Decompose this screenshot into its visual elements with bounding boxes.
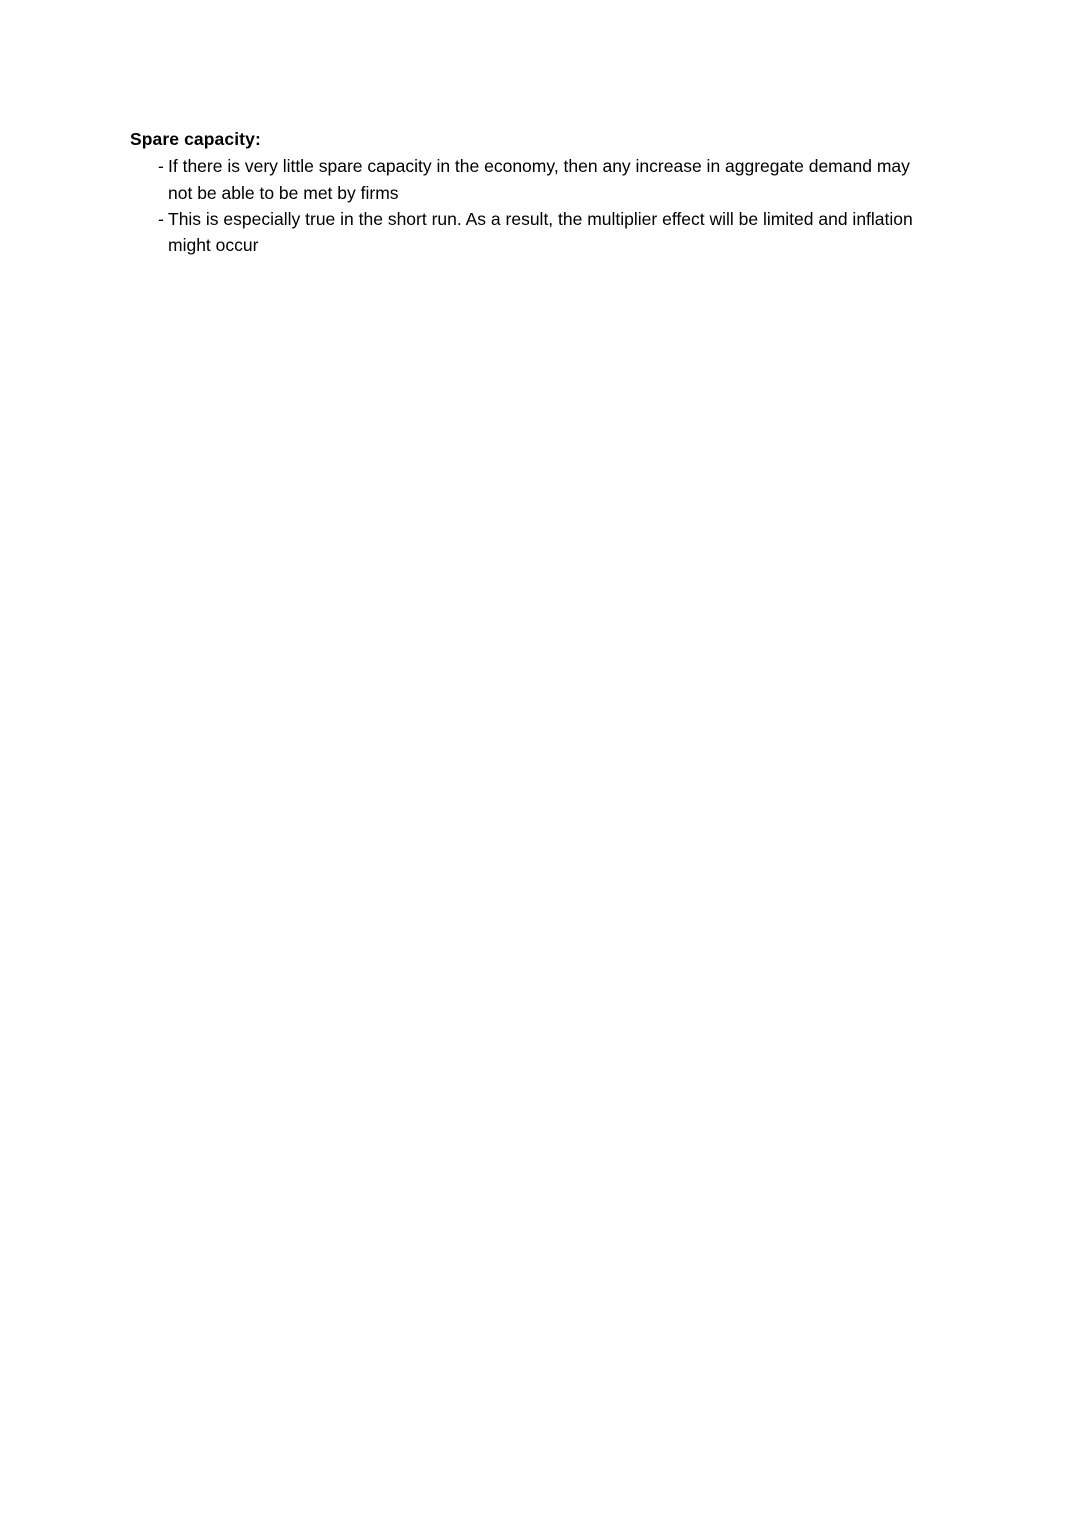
list-item bbox=[130, 206, 950, 259]
page-title: Spare capacity: bbox=[130, 129, 261, 149]
bullet-list bbox=[130, 153, 950, 258]
bullet-marker-icon: - bbox=[158, 156, 164, 177]
bullet-marker-icon: - bbox=[158, 208, 164, 229]
list-item-text: If there is very little spare capacity in the economy, then any increase in aggregate demand may not be able to be met by firms bbox=[168, 156, 910, 203]
list-item-text: This is especially true in the short run. As a result, the multiplier effect will be limited and inflation might occur bbox=[168, 208, 913, 256]
document-content bbox=[130, 128, 950, 258]
list-item bbox=[130, 153, 950, 206]
